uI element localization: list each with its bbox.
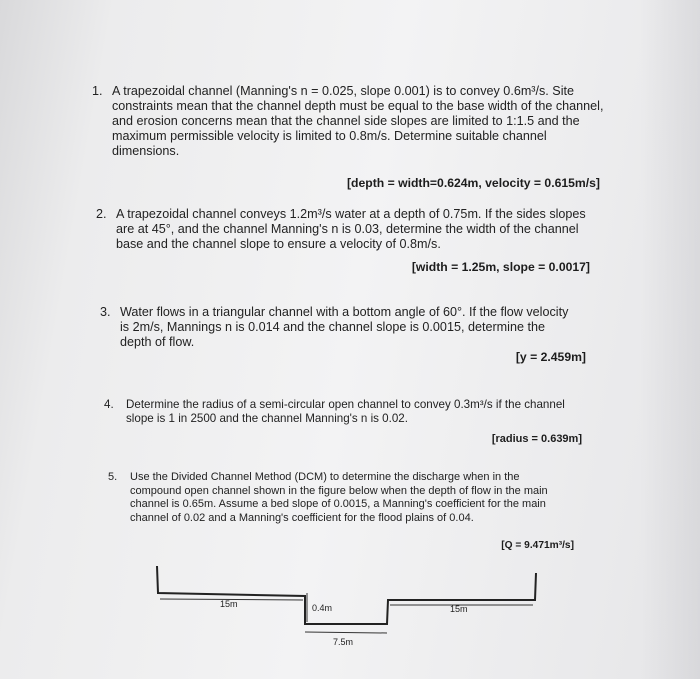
main-width-label: 7.5m	[333, 637, 354, 647]
answer-4: [radius = 0.639m]	[491, 433, 582, 445]
question-line: Determine the radius of a semi-circular open channel to convey 0.3m³/s if the channel	[126, 398, 565, 411]
depth-label: 0.4m	[312, 603, 333, 613]
question-line: slope is 1 in 2500 and the channel Manning's n is 0.02.	[126, 412, 408, 425]
right-floodplain-label: 15m	[450, 604, 468, 614]
question-line: Water flows in a triangular channel with a bottom angle of 60°. If the flow velocity	[120, 305, 569, 319]
question-number: 2.	[96, 207, 107, 221]
answer-3: [y = 2.459m]	[515, 350, 586, 364]
question-line: channel of 0.02 and a Manning's coefficient for the flood plains of 0.04.	[130, 511, 474, 524]
question-line: are at 45°, and the channel Manning's n is 0.03, determine the width of the channel	[116, 222, 579, 236]
question-line: maximum permissible velocity is limited to 0.8m/s. Determine suitable channel	[112, 129, 547, 143]
question-number: 4.	[104, 398, 114, 411]
question-line: A trapezoidal channel (Manning's n = 0.025, slope 0.001) is to convey 0.6m³/s. Site	[112, 84, 574, 98]
question-line: compound open channel shown in the figure below when the depth of flow in the main	[130, 484, 548, 497]
question-line: constraints mean that the channel depth must be equal to the base width of the channel,	[112, 99, 604, 113]
left-floodplain-label: 15m	[220, 599, 238, 609]
channel-profile	[157, 566, 536, 624]
question-number: 5.	[108, 471, 118, 483]
question-line: depth of flow.	[120, 335, 195, 349]
question-line: base and the channel slope to ensure a velocity of 0.8m/s.	[116, 237, 441, 251]
question-line: channel is 0.65m. Assume a bed slope of 0.0015, a Manning's coefficient for the main	[130, 498, 546, 510]
answer-1: [depth = width=0.624m, velocity = 0.615m/s]	[347, 176, 600, 190]
question-number: 3.	[100, 305, 111, 319]
answer-5: [Q = 9.471m³/s]	[501, 540, 574, 551]
question-line: dimensions.	[112, 144, 180, 158]
question-line: is 2m/s, Mannings n is 0.014 and the channel slope is 0.0015, determine the	[120, 320, 545, 334]
question-number: 1.	[92, 84, 103, 98]
answer-2: [width = 1.25m, slope = 0.0017]	[411, 260, 590, 274]
question-line: Use the Divided Channel Method (DCM) to determine the discharge when in the	[130, 471, 520, 483]
question-line: and erosion concerns mean that the channel side slopes are limited to 1:1.5 and the	[112, 114, 580, 128]
question-line: A trapezoidal channel conveys 1.2m³/s water at a depth of 0.75m. If the sides slopes	[116, 207, 586, 221]
